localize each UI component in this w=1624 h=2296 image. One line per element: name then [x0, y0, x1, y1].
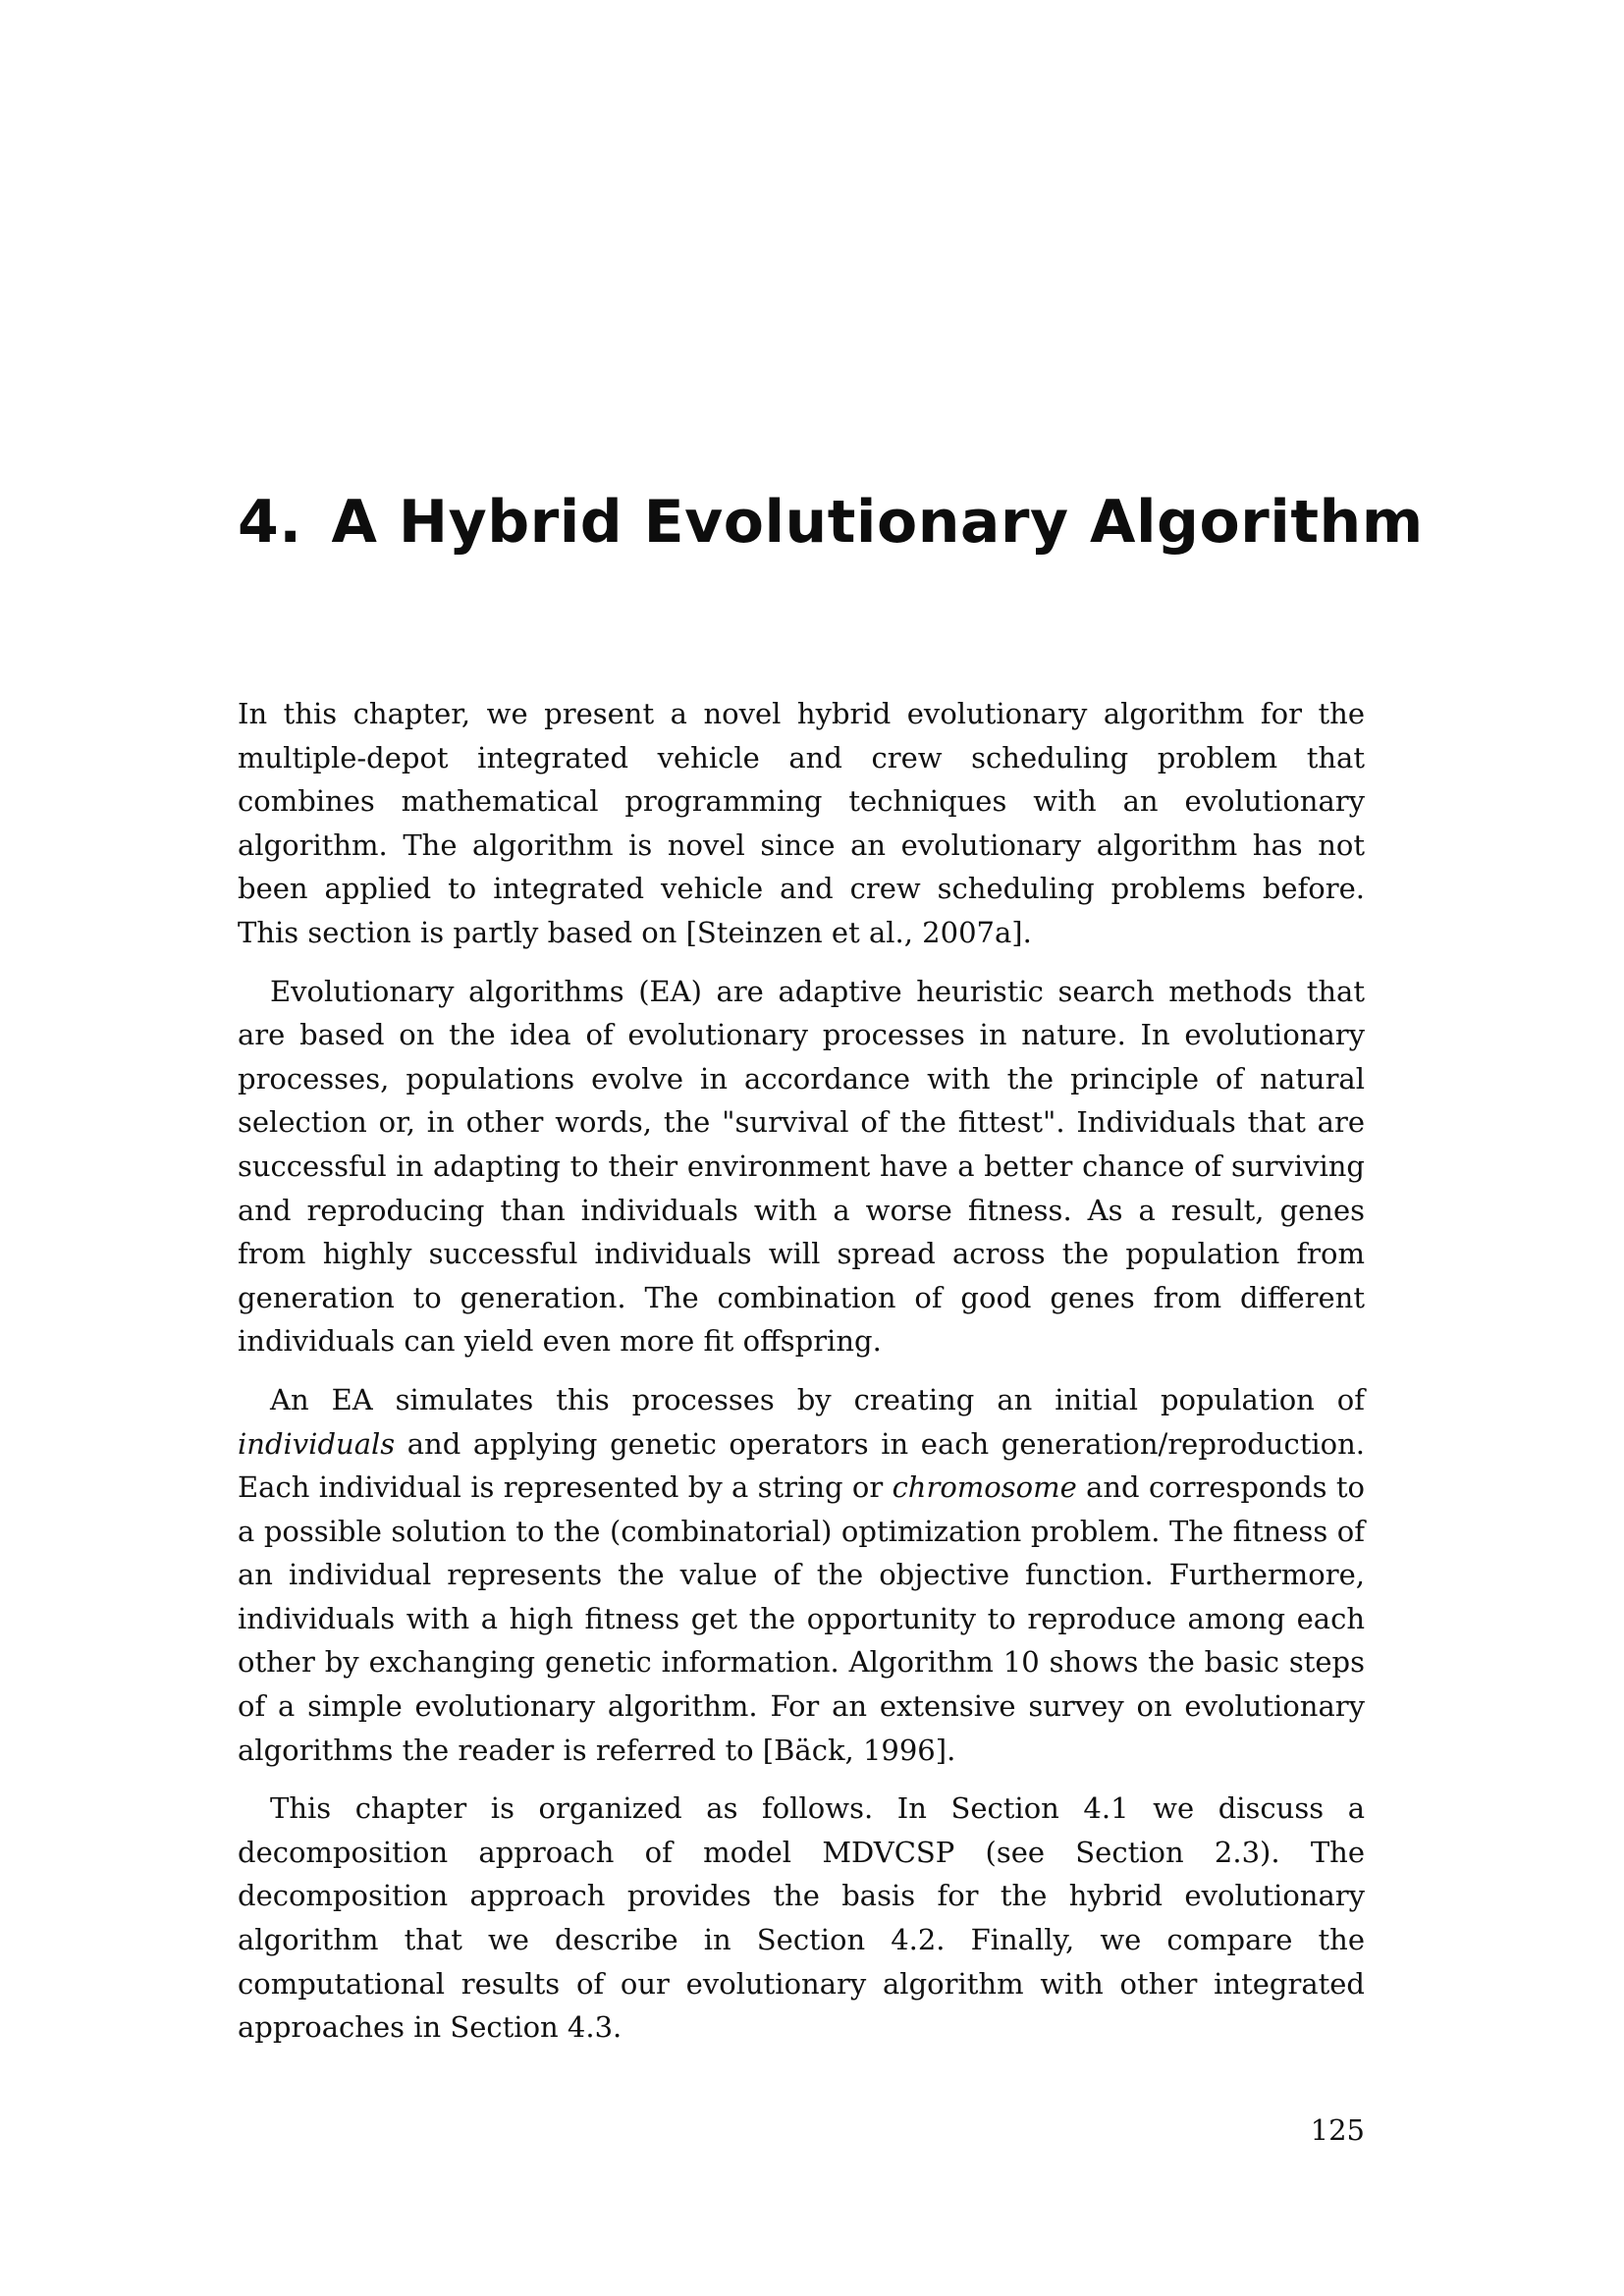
chapter-body — [238, 692, 1365, 2064]
paragraph-text: and corresponds to a possible solution to the (combinatorial) optimization problem. The fitness of an individual represents the value of the objective function. Furthermore, individuals with a high fitness get the opportunity to reproduce among each other by exchanging genetic information. Algorithm 10 shows the basic steps of a simple evolutionary algorithm. For an extensive survey on evolutionary algorithms the reader is referred to [Bäck, 1996]. — [238, 1470, 1365, 1767]
emphasis-individuals: individuals — [238, 1426, 396, 1461]
page-number: 125 — [1310, 2113, 1365, 2147]
chapter-title-text: A Hybrid Evolutionary Algorithm — [331, 488, 1424, 557]
paragraph-text: An EA simulates this processes by creating an initial population of — [270, 1382, 1365, 1416]
paragraph-text: and applying genetic operators in each generation/reproduction. Each individual is represented by a string or — [238, 1426, 1365, 1505]
intro-paragraph: In this chapter, we present a novel hybrid evolutionary algorithm for the multiple-depot integrated vehicle and crew scheduling problem that combines mathematical programming techniques with an evolutionary algorithm. The algorithm is novel since an evolutionary algorithm has not been applied to integrated vehicle and crew scheduling problems before. This section is partly based on [Steinzen et al., 2007a]. — [238, 697, 1365, 949]
emphasis-chromosome: chromosome — [892, 1470, 1077, 1505]
ea-background-paragraph: Evolutionary algorithms (EA) are adaptive heuristic search methods that are based on the idea of evolutionary processes in nature. In evolutionary processes, populations evolve in accordance with the principle of natural selection or, in other words, the "survival of the fittest". Individuals that are successful in adapting to their environment have a better chance of surviving and reproducing than individuals with a worse fitness. As a result, genes from highly successful individuals will spread across the population from generation to generation. The combination of good genes from different individuals can yield even more fit offspring. — [238, 974, 1365, 1359]
chapter-number: 4. — [238, 488, 302, 557]
chapter-outline-paragraph: This chapter is organized as follows. In Section 4.1 we discuss a decomposition approach of model MDVCSP (see Section 2.3). The decomposition approach provides the basis for the hybrid evolutionary algorithm that we describe in Section 4.2. Finally, we compare the computational results of our evolutionary algorithm with other integrated approaches in Section 4.3. — [238, 1791, 1365, 2045]
chapter-title — [238, 483, 1424, 561]
ea-simulation-paragraph — [238, 1378, 1365, 1772]
